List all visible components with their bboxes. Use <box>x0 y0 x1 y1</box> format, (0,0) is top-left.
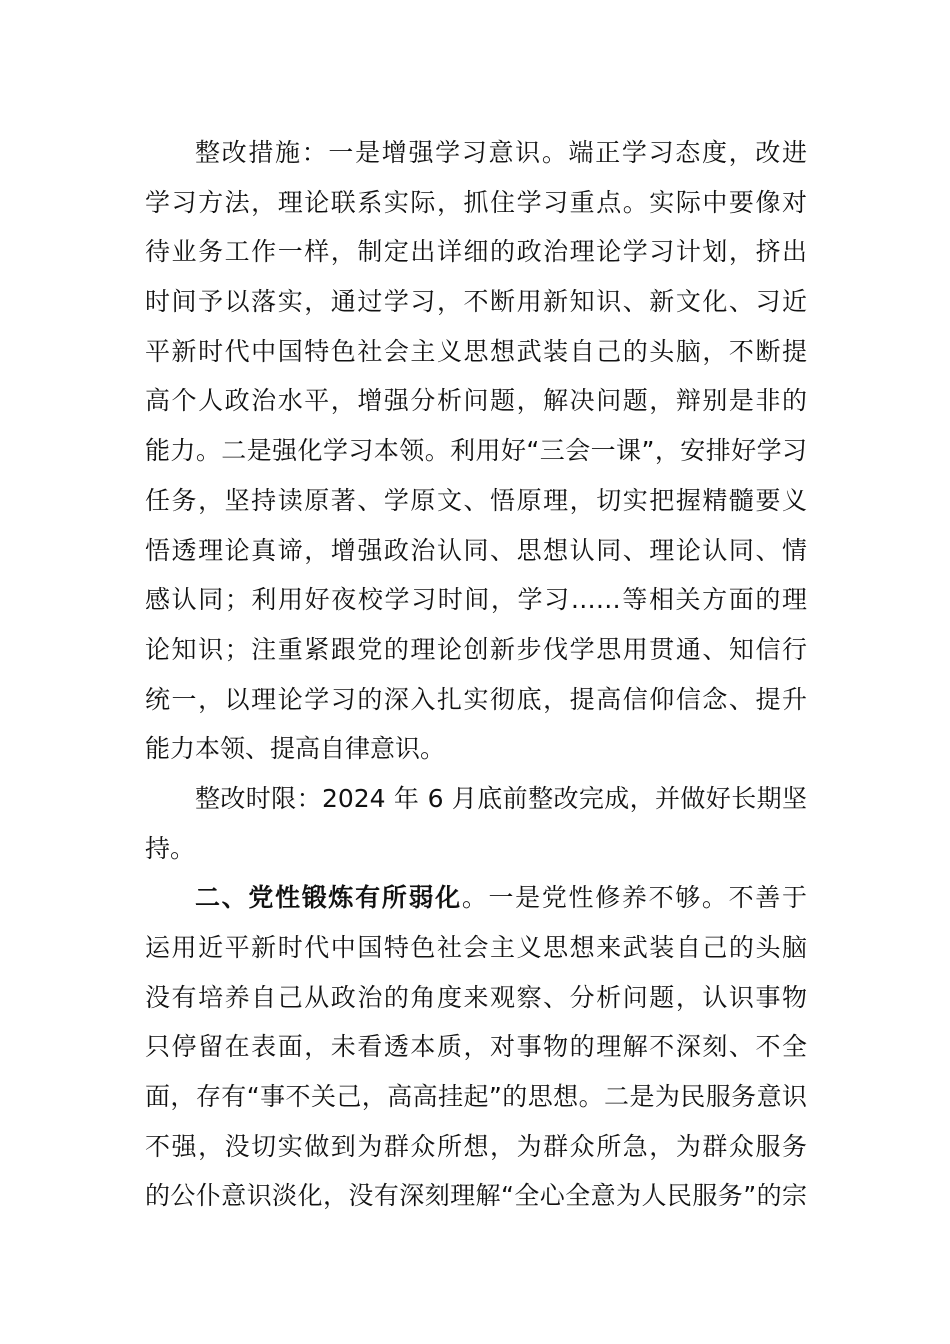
text-line: 感认同；利用好夜校学习时间，学习……等相关方面的理 <box>145 585 807 615</box>
text-line: 没有培养自己从政治的角度来观察、分析问题，认识事物 <box>145 982 807 1012</box>
text-line: 学习方法，理论联系实际，抓住学习重点。实际中要像对 <box>145 187 807 217</box>
text-line: 待业务工作一样，制定出详细的政治理论学习计划，挤出 <box>145 237 807 267</box>
text-line: 持。 <box>145 833 196 863</box>
text-line: 时间予以落实，通过学习，不断用新知识、新文化、习近 <box>145 287 807 317</box>
text-line: 能力本领、提高自律意识。 <box>145 734 446 764</box>
text-line: 整改措施：一是增强学习意识。端正学习态度，改进 <box>195 138 807 167</box>
text-line: 只停留在表面，未看透本质，对事物的理解不深刻、不全 <box>145 1032 807 1062</box>
text-line: 论知识；注重紧跟党的理论创新步伐学思用贯通、知信行 <box>145 634 807 664</box>
text-line: 悟透理论真谛，增强政治认同、思想认同、理论认同、情 <box>145 535 807 565</box>
text-line <box>145 873 807 923</box>
text-line: 不强，没切实做到为群众所想，为群众所急，为群众服务 <box>145 1131 807 1161</box>
text-line: 整改时限：2024 年 6 月底前整改完成，并做好长期坚 <box>195 783 807 813</box>
section-heading: 二、党性锻炼有所弱化 <box>195 883 462 913</box>
paragraph-party-spirit <box>145 873 807 1221</box>
text-line: 平新时代中国特色社会主义思想武装自己的头脑，不断提 <box>145 336 807 366</box>
text-line: 任务，坚持读原著、学原文、悟原理，切实把握精髓要义 <box>145 485 807 515</box>
text-line: 面，存有“事不关己，高高挂起”的思想。二是为民服务意识 <box>145 1082 807 1112</box>
text-line: 统一，以理论学习的深入扎实彻底，提高信仰信念、提升 <box>145 684 807 714</box>
text-line: 的公仆意识淡化，没有深刻理解“全心全意为人民服务”的宗 <box>145 1181 807 1211</box>
text-line: 运用近平新时代中国特色社会主义思想来武装自己的头脑 <box>145 933 807 962</box>
text-line: 高个人政治水平，增强分析问题，解决问题，辩别是非的 <box>145 386 807 416</box>
paragraph-rectification-deadline <box>145 774 807 873</box>
paragraph-rectification-measures <box>145 128 807 774</box>
document-body <box>145 128 807 1221</box>
text-line: 能力。二是强化学习本领。利用好“三会一课”，安排好学习 <box>145 436 807 466</box>
heading-line-rest: 。一是党性修养不够。不善于 <box>461 883 807 913</box>
